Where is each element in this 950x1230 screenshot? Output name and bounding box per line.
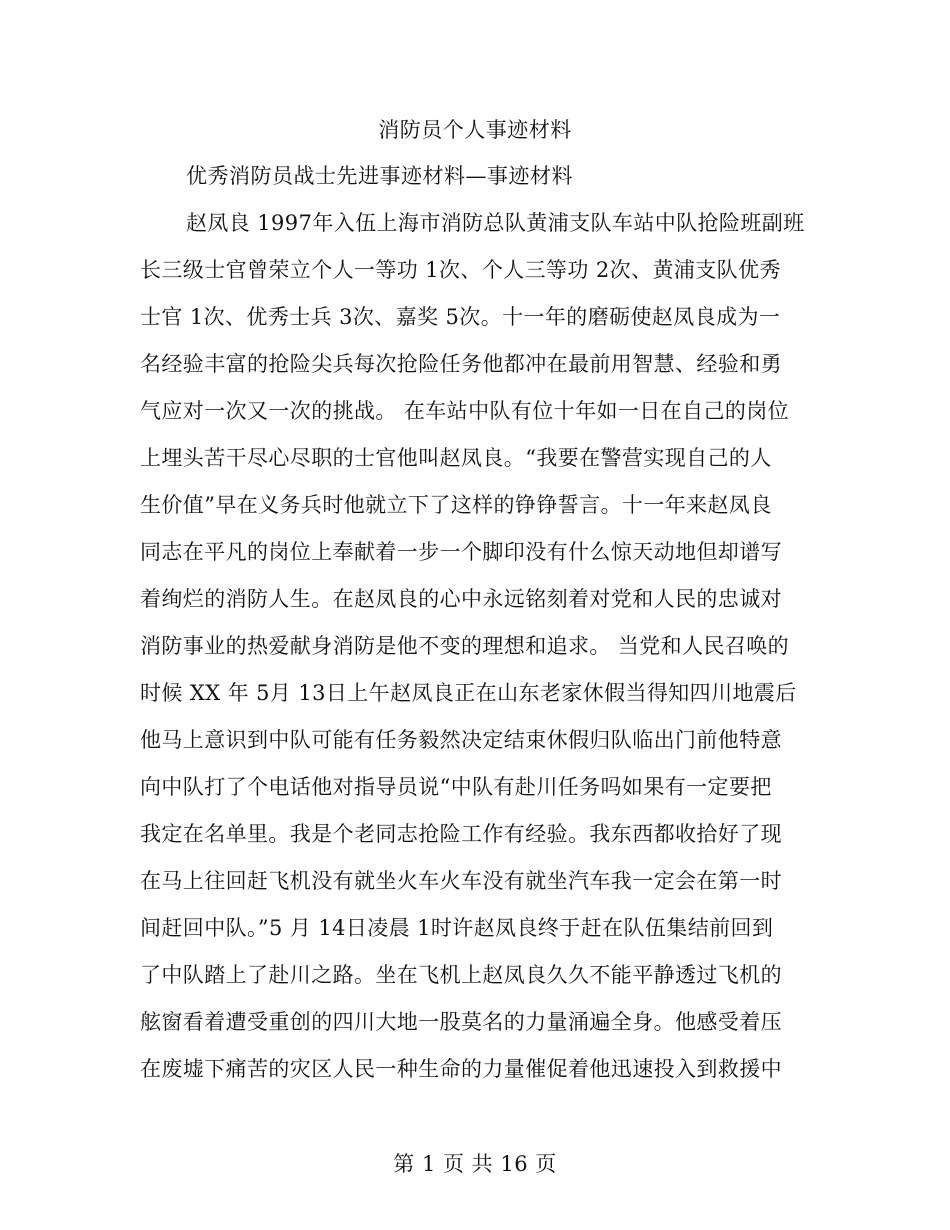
page-footer: 第 1 页 共 16 页 <box>393 1152 557 1176</box>
body-line: 生价值”早在义务兵时他就立下了这样的铮铮誓言。十一年来赵凤良 <box>140 493 772 517</box>
body-line: 着绚烂的消防人生。在赵凤良的心中永远铭刻着对党和人民的忠诚对 <box>140 587 782 611</box>
body-line: 了中队踏上了赴川之路。坐在飞机上赵凤良久久不能平静透过飞机的 <box>140 963 782 987</box>
body-line: 时候 XX 年 5月 13日上午赵凤良正在山东老家休假当得知四川地震后 <box>140 681 797 705</box>
body-line: 他马上意识到中队可能有任务毅然决定结束休假归队临出门前他特意 <box>140 728 782 752</box>
body-line: 向中队打了个电话他对指导员说“中队有赴川任务吗如果有一定要把 <box>140 775 772 799</box>
body-line: 长三级士官曾荣立个人一等功 1次、个人三等功 2次、黄浦支队优秀 <box>140 258 781 282</box>
document-subtitle: 优秀消防员战士先进事迹材料—事迹材料 <box>186 164 573 188</box>
body-line: 在废墟下痛苦的灾区人民一种生命的力量催促着他迅速投入到救援中 <box>140 1057 782 1081</box>
body-line: 我定在名单里。我是个老同志抢险工作有经验。我东西都收拾好了现 <box>140 822 782 846</box>
body-line: 消防事业的热爱献身消防是他不变的理想和追求。 当党和人民召唤的 <box>140 634 790 658</box>
body-line: 赵凤良 1997年入伍上海市消防总队黄浦支队车站中队抢险班副班 <box>186 211 805 235</box>
body-line: 气应对一次又一次的挑战。 在车站中队有位十年如一日在自己的岗位 <box>140 399 790 423</box>
body-line: 在马上往回赶飞机没有就坐火车火车没有就坐汽车我一定会在第一时 <box>140 869 782 893</box>
document-title: 消防员个人事迹材料 <box>378 118 572 142</box>
body-line: 舷窗看着遭受重创的四川大地一股莫名的力量涌遍全身。他感受着压 <box>140 1010 782 1034</box>
body-line: 名经验丰富的抢险尖兵每次抢险任务他都冲在最前用智慧、经验和勇 <box>140 352 782 376</box>
body-line: 间赶回中队。”5 月 14日凌晨 1时许赵凤良终于赶在队伍集结前回到 <box>140 916 774 940</box>
body-line: 上埋头苦干尽心尽职的士官他叫赵凤良。“我要在警营实现自己的人 <box>140 446 772 470</box>
body-line: 士官 1次、优秀士兵 3次、嘉奖 5次。十一年的磨砺使赵凤良成为一 <box>140 305 781 329</box>
body-line: 同志在平凡的岗位上奉献着一步一个脚印没有什么惊天动地但却谱写 <box>140 540 782 564</box>
